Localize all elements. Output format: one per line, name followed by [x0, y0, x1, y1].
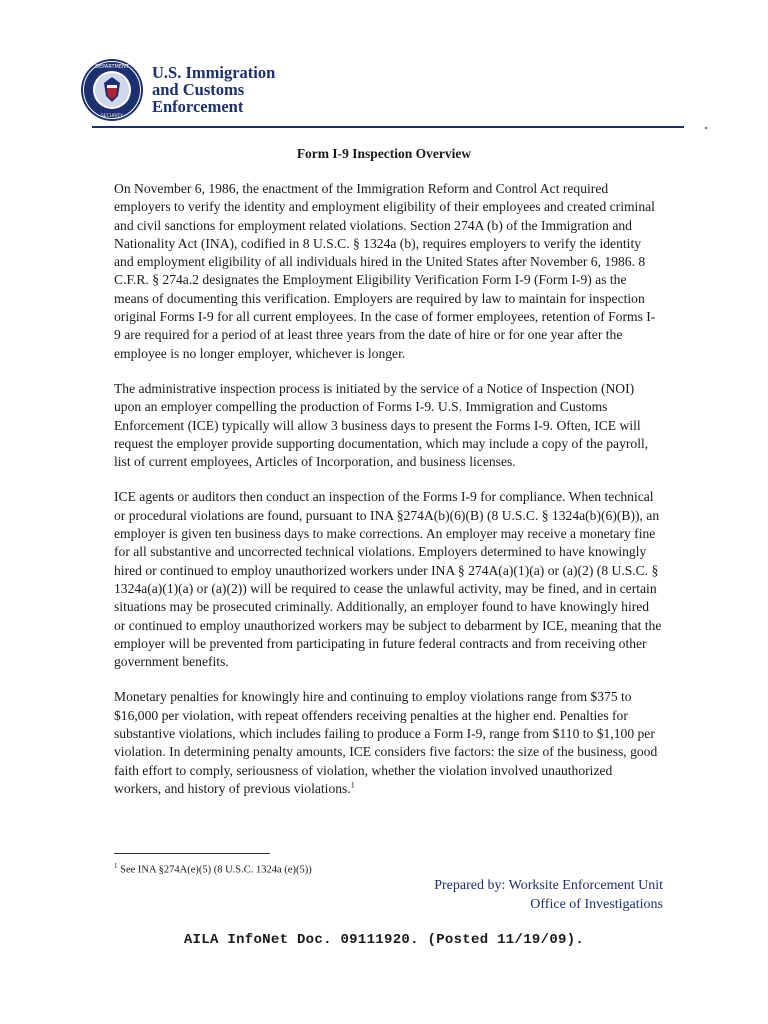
svg-text:SECURITY: SECURITY — [100, 114, 124, 119]
document-body — [114, 180, 662, 798]
aila-doc-stamp: AILA InfoNet Doc. 09111920. (Posted 11/19/09). — [183, 932, 585, 948]
paragraph-1: On November 6, 1986, the enactment of the Immigration Reform and Control Act required employers to verify the identity and employment eligibility of their employees and created criminal and civil sanctions for employment related violations. Section 274A (b) of the Immigration and Nationality Act (INA), codified in 8 U.S.C. § 1324a (b), requires employers to verify the identity and employment eligibility of all individuals hired in the United States after November 6, 1986. 8 C.F.R. § 274a.2 designates the Employment Eligibility Verification Form I-9 (Form I-9) as the means of documenting this verification. Employers are required by law to maintain for inspection original Forms I-9 for all current employees. In the case of former employees, retention of Forms I-9 are required for a period of at least three years from the date of hire or for one year after the employee is no longer employer, whichever is longer. — [114, 181, 656, 361]
agency-line-3: Enforcement — [152, 97, 244, 116]
svg-text:DEPARTMENT: DEPARTMENT — [95, 64, 129, 70]
prepared-by-line-2: Office of Investigations — [530, 897, 663, 912]
agency-line-1: U.S. Immigration — [152, 63, 276, 82]
footnote-reference: 1 — [350, 780, 355, 790]
agency-line-2: and Customs — [152, 80, 245, 99]
paragraph-4 — [114, 688, 662, 798]
footnote — [114, 862, 312, 876]
footnote-text: See INA §274A(e)(5) (8 U.S.C. 1324a (e)(5)) — [120, 864, 312, 876]
paragraph-4-text: Monetary penalties for knowingly hire and continuing to employ violations range from $375 to $16,000 per violation, with repeat offenders receiving penalties at the higher end. Penalties for substantive violations, which includes failing to produce a Form I-9, range from $110 to $1,100 per violation. In determining penalty amounts, ICE considers five factors: the size of the business, good faith effort to comply, seriousness of violation, whether the violation involved unauthorized workers, and history of previous violations. — [114, 689, 658, 796]
scan-speck — [705, 127, 707, 129]
dhs-seal-logo — [80, 58, 144, 122]
paragraph-2: The administrative inspection process is initiated by the service of a Notice of Inspection (NOI) upon an employer compelling the production of Forms I-9. U.S. Immigration and Customs Enforcement (ICE) typically will allow 3 business days to present the Forms I-9. Often, ICE will request the employer provide supporting documentation, which may include a copy of the payroll, list of current employees, Articles of Incorporation, and business licenses. — [114, 380, 649, 470]
agency-name — [152, 64, 275, 115]
footnote-divider — [114, 853, 270, 854]
prepared-by-line-1: Prepared by: Worksite Enforcement Unit — [434, 878, 663, 893]
prepared-by — [434, 876, 663, 914]
header-divider — [92, 126, 684, 128]
document-title: Form I-9 Inspection Overview — [296, 146, 472, 161]
paragraph-3: ICE agents or auditors then conduct an inspection of the Forms I-9 for compliance. When technical or procedural violations are found, pursuant to INA §274A(b)(6)(B) (8 U.S.C. § 1324a(b)(6)(B)), an employer is given ten business days to make corrections. An employer may receive a monetary fine for all substantive and uncorrected technical violations. Employers determined to have knowingly hired or continued to employ unauthorized workers under INA § 274A(a)(1)(a) or (a)(2) (8 U.S.C. § 1324a(a)(1)(a) or (a)(2)) will be required to cease the unlawful activity, may be fined, and in certain situations may be prosecuted criminally. Additionally, an employer found to have knowingly hired or continued to employ unauthorized workers may be subject to debarment by ICE, meaning that the employer will be prevented from participating in future federal contracts and from receiving other government benefits. — [114, 489, 662, 670]
footnote-number: 1 — [114, 862, 118, 870]
